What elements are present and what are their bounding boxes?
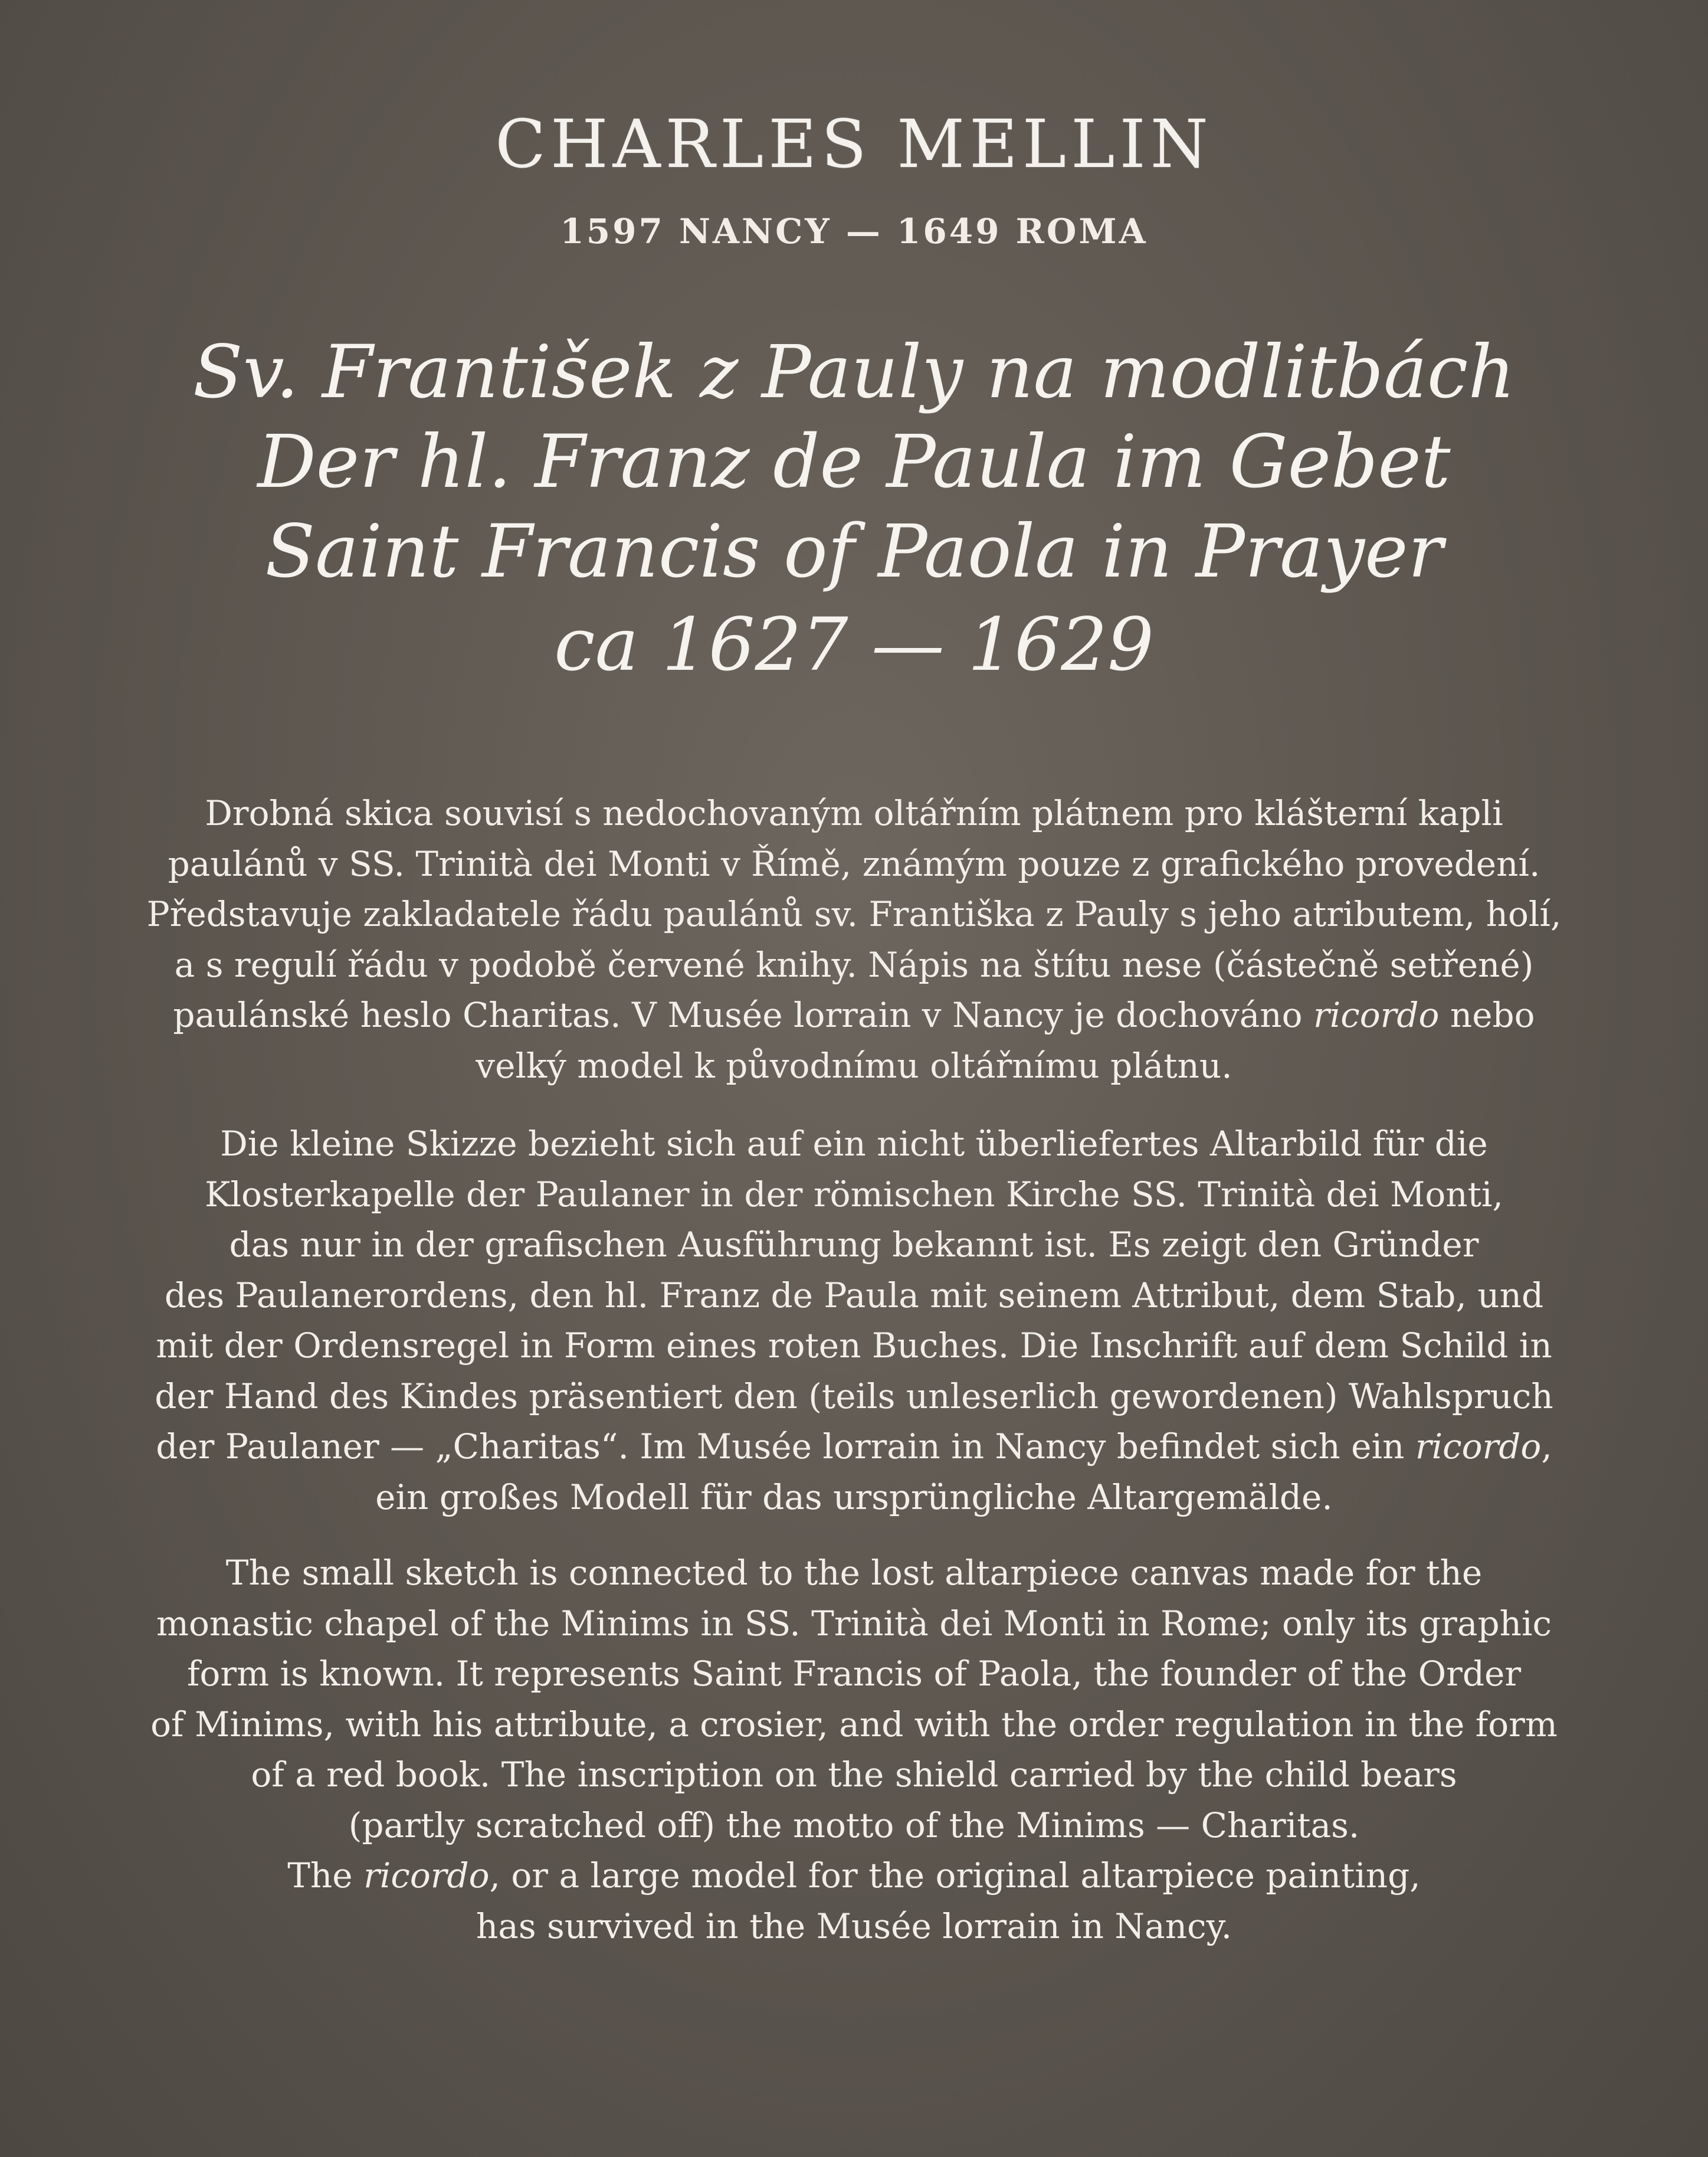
description-german [88, 1119, 1620, 1523]
text-line: The small sketch is connected to the lost altarpiece canvas made for the [225, 1553, 1483, 1593]
text-line: (partly scratched off) the motto of the Minims — Charitas. [348, 1805, 1360, 1845]
text-line: Drobná skica souvisí s nedochovaným oltářním plátnem pro klášterní kapli [205, 793, 1503, 833]
description-english [88, 1548, 1620, 1952]
text-line: Klosterkapelle der Paulaner in der römischen Kirche SS. Trinità dei Monti, [205, 1174, 1503, 1215]
text-line: ein großes Modell für das ursprüngliche Altargemälde. [375, 1477, 1333, 1517]
text-segment: , [1541, 1426, 1552, 1467]
artist-name: CHARLES MELLIN [495, 106, 1213, 183]
text-segment: paulánské heslo Charitas. V Musée lorrain v Nancy je dochováno [173, 995, 1313, 1035]
text-line: form is known. It represents Saint Francis of Paola, the founder of the Order [186, 1654, 1522, 1694]
text-segment: nebo [1439, 995, 1535, 1035]
text-line [88, 1851, 1620, 1901]
title-english: Saint Francis of Paola in Prayer [265, 509, 1443, 594]
text-segment: der Paulaner — „Charitas“. Im Musée lorrain in Nancy befindet sich ein [156, 1426, 1415, 1467]
text-segment: , or a large model for the original altarpiece painting, [489, 1855, 1421, 1896]
artwork-titles [0, 328, 1708, 690]
title-czech: Sv. František z Pauly na modlitbách [192, 330, 1516, 415]
italic-term: ricordo [363, 1855, 490, 1896]
artist-life-dates: 1597 NANCY — 1649 ROMA [560, 211, 1148, 251]
italic-term: ricordo [1415, 1426, 1542, 1467]
text-line: Die kleine Skizze bezieht sich auf ein nicht überliefertes Altarbild für die [220, 1124, 1488, 1164]
text-line: mit der Ordensregel in Form eines roten Buches. Die Inschrift auf dem Schild in [156, 1325, 1552, 1366]
text-line: a s regulí řádu v podobě červené knihy. Nápis na štítu nese (částečně setřené) [174, 944, 1534, 985]
text-line: das nur in der grafischen Ausführung bekannt ist. Es zeigt den Gründer [229, 1225, 1479, 1265]
text-line [88, 990, 1620, 1041]
text-line: monastic chapel of the Minims in SS. Trinità dei Monti in Rome; only its graphic [156, 1603, 1552, 1644]
title-german: Der hl. Franz de Paula im Gebet [257, 420, 1451, 505]
text-line: paulánů v SS. Trinità dei Monti v Římě, známým pouze z grafického provedení. [168, 843, 1540, 884]
artwork-date: ca 1627 — 1629 [554, 603, 1154, 688]
text-line: der Hand des Kindes präsentiert den (teils unleserlich gewordenen) Wahlspruch [155, 1376, 1553, 1416]
italic-term: ricordo [1313, 995, 1440, 1035]
text-segment: The [287, 1855, 364, 1896]
text-line: Představuje zakladatele řádu paulánů sv. Františka z Pauly s jeho atributem, holí, [146, 894, 1562, 934]
text-line: of Minims, with his attribute, a crosier, and with the order regulation in the form [150, 1704, 1558, 1744]
text-line [88, 1422, 1620, 1472]
text-line: velký model k původnímu oltářnímu plátnu. [476, 1045, 1232, 1086]
text-line: has survived in the Musée lorrain in Nancy. [476, 1906, 1232, 1946]
description-czech [88, 788, 1620, 1091]
text-line: des Paulanerordens, den hl. Franz de Paula mit seinem Attribut, dem Stab, und [164, 1275, 1544, 1315]
text-line: of a red book. The inscription on the shield carried by the child bears [251, 1755, 1457, 1795]
